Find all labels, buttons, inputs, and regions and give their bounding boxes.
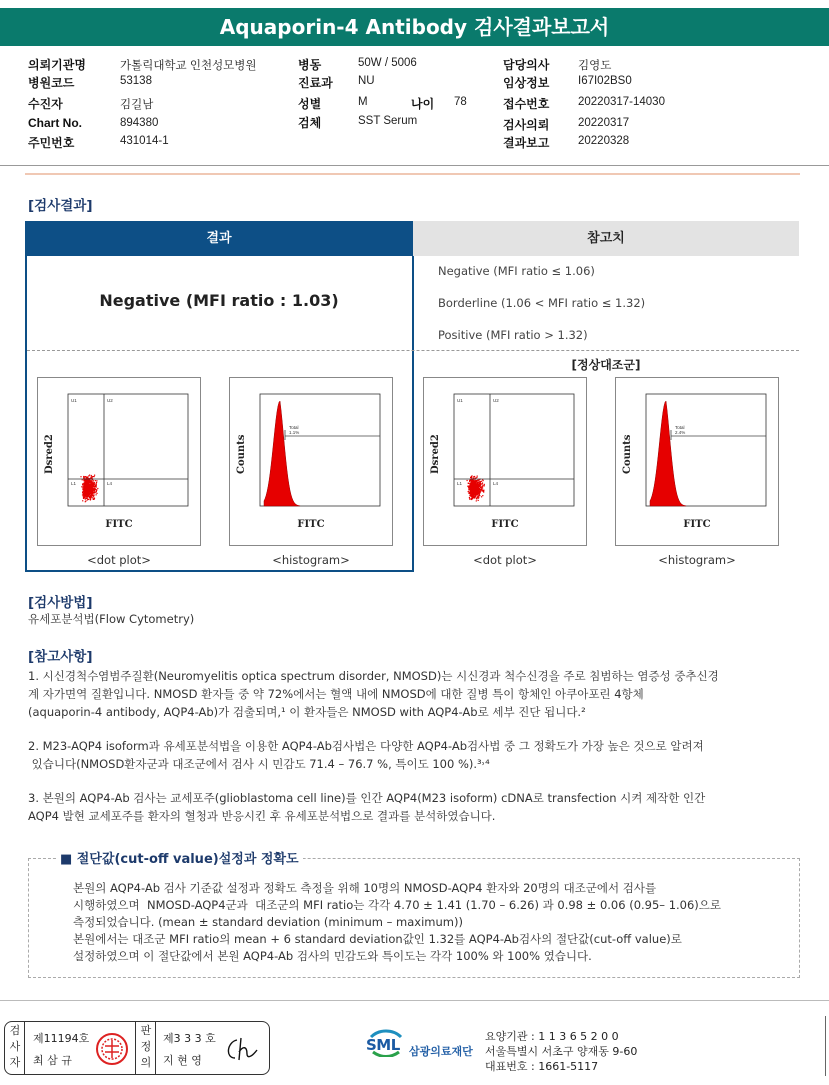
dot-event bbox=[89, 497, 90, 498]
plot-caption: <dot plot> bbox=[473, 553, 537, 567]
footer-divider bbox=[0, 1000, 829, 1001]
dot-event bbox=[94, 476, 95, 477]
header-value: I67I02BS0 bbox=[578, 75, 632, 87]
dot-event bbox=[481, 488, 482, 489]
y-axis-label: Dsred2 bbox=[44, 434, 55, 474]
header-value: 김길남 bbox=[120, 99, 154, 111]
dot-event bbox=[477, 489, 478, 490]
signature-scribble-icon bbox=[223, 1034, 263, 1064]
dot-event bbox=[480, 483, 481, 484]
dot-event bbox=[92, 492, 93, 493]
dot-event bbox=[84, 488, 85, 489]
dot-event bbox=[477, 492, 478, 493]
dot-event bbox=[470, 480, 471, 481]
dot-event bbox=[83, 484, 84, 485]
histogram-1 bbox=[229, 377, 393, 546]
dot-event bbox=[87, 493, 88, 494]
dot-event bbox=[90, 484, 91, 485]
dot-event bbox=[93, 483, 94, 484]
plot-caption: <histogram> bbox=[272, 553, 350, 567]
dot-event bbox=[481, 490, 482, 491]
dot-event bbox=[87, 489, 88, 490]
dot-event bbox=[476, 485, 477, 486]
dot-event bbox=[88, 499, 89, 500]
header-value: 20220317-14030 bbox=[578, 96, 665, 108]
dot-event bbox=[477, 482, 478, 483]
dot-event bbox=[91, 476, 92, 477]
dot-event bbox=[471, 475, 472, 476]
header-value: 20220317 bbox=[578, 117, 630, 129]
x-axis-label: FITC bbox=[297, 519, 325, 530]
header-value: 가톨릭대학교 인천성모병원 bbox=[120, 60, 257, 72]
note-line: 계 자가면역 질환입니다. NMOSD 환자들 중 약 72%에서는 혈액 내에 NMOSD에 대한 질병 특이 항체인 아쿠아포린 4항체 bbox=[28, 687, 644, 701]
dot-event bbox=[482, 490, 483, 491]
y-axis-label: Counts bbox=[622, 434, 633, 474]
dot-event bbox=[91, 480, 92, 481]
quadrant-label: U1 bbox=[457, 398, 463, 403]
dot-event bbox=[469, 499, 470, 500]
dot-event bbox=[470, 493, 471, 494]
dot-event bbox=[96, 494, 97, 495]
dot-event bbox=[477, 476, 478, 477]
dot-event bbox=[93, 499, 94, 500]
dot-event bbox=[470, 488, 471, 489]
header-label: 의뢰기관명 bbox=[28, 58, 86, 72]
dot-event bbox=[475, 482, 476, 483]
quadrant-label: L1 bbox=[457, 481, 463, 486]
header-label: 접수번호 bbox=[503, 97, 550, 111]
table-dash-divider bbox=[27, 350, 799, 351]
plot-caption: <histogram> bbox=[658, 553, 736, 567]
dot-event bbox=[94, 475, 95, 476]
dot-event bbox=[473, 489, 474, 490]
dot-event bbox=[472, 480, 473, 481]
dot-event bbox=[87, 496, 88, 497]
y-axis-label: Dsred2 bbox=[430, 434, 441, 474]
cutoff-line: 시행하였으며 NMOSD-AQP4군과 대조군의 MFI ratio는 각각 4.70 ± 1.41 (1.70 – 6.26) 과 0.98 ± 0.06 (0.95– 1.06)으로 bbox=[73, 898, 722, 912]
cutoff-heading: ■ 절단값(cut-off value)설정과 정확도 bbox=[56, 848, 303, 867]
dot-event bbox=[480, 482, 481, 483]
histogram-peak bbox=[264, 401, 300, 506]
reference-positive: Positive (MFI ratio > 1.32) bbox=[438, 328, 588, 342]
dot-event bbox=[91, 475, 92, 476]
dot-event bbox=[479, 486, 480, 487]
dot-event bbox=[482, 483, 483, 484]
dot-event bbox=[95, 480, 96, 481]
dot-event bbox=[84, 480, 85, 481]
header-label: 진료과 bbox=[298, 76, 333, 90]
dot-event bbox=[89, 475, 90, 476]
sig2-label: 판정의 bbox=[140, 1024, 152, 1069]
dot-event bbox=[473, 493, 474, 494]
dot-event bbox=[90, 496, 91, 497]
header-label: 결과보고 bbox=[503, 136, 550, 150]
dot-event bbox=[470, 486, 471, 487]
dot-event bbox=[88, 480, 89, 481]
dot-event bbox=[468, 483, 469, 484]
dot-event bbox=[83, 498, 84, 499]
org-code: 요양기관 : 1 1 3 6 5 2 0 0 bbox=[485, 1030, 619, 1043]
dot-event bbox=[86, 489, 87, 490]
header-value: 431014-1 bbox=[120, 135, 169, 147]
notes-heading: [참고사항] bbox=[28, 649, 93, 665]
dot-event bbox=[86, 477, 87, 478]
dot-event bbox=[85, 493, 86, 494]
dot-event bbox=[94, 486, 95, 487]
dot-event bbox=[93, 480, 94, 481]
dot-event bbox=[482, 486, 483, 487]
note-line: 있습니다(NMOSD환자군과 대조군에서 검사 시 민감도 71.4 – 76.7 %, 특이도 100 %).³˒⁴ bbox=[28, 757, 490, 771]
dot-event bbox=[482, 495, 483, 496]
dot-event bbox=[470, 494, 471, 495]
dot-event bbox=[471, 495, 472, 496]
dot-event bbox=[476, 493, 477, 494]
dot-event bbox=[474, 481, 475, 482]
result-heading: [검사결과] bbox=[28, 198, 93, 214]
dot-event bbox=[471, 492, 472, 493]
quadrant-label: L4 bbox=[107, 481, 113, 486]
dot-event bbox=[92, 495, 93, 496]
dot-event bbox=[85, 501, 86, 502]
dot-event bbox=[96, 480, 97, 481]
dot-event bbox=[471, 498, 472, 499]
result-value: Negative (MFI ratio : 1.03) bbox=[99, 291, 339, 310]
sig1-label: 검사자 bbox=[9, 1024, 21, 1069]
dot-event bbox=[83, 476, 84, 477]
cutoff-box bbox=[28, 858, 800, 978]
dot-event bbox=[84, 496, 85, 497]
dot-event bbox=[481, 481, 482, 482]
dot-event bbox=[471, 481, 472, 482]
x-axis-label: FITC bbox=[683, 519, 711, 530]
quadrant-label: U1 bbox=[71, 398, 77, 403]
header-value: 50W / 5006 bbox=[358, 57, 417, 69]
dot-event bbox=[476, 500, 477, 501]
dot-event bbox=[93, 492, 94, 493]
note-line: AQP4 발현 교세포주를 환자의 혈청과 반응시킨 후 유세포분석법으로 결과를 분석하였습니다. bbox=[28, 809, 496, 823]
header-value: M bbox=[358, 96, 368, 108]
dot-event bbox=[90, 499, 91, 500]
dot-event bbox=[475, 481, 476, 482]
header-value: 53138 bbox=[120, 75, 152, 87]
dot-event bbox=[88, 496, 89, 497]
dot-event bbox=[477, 491, 478, 492]
dot-event bbox=[467, 480, 468, 481]
header-label: 병동 bbox=[298, 58, 322, 72]
dot-event bbox=[86, 498, 87, 499]
dot-event bbox=[93, 497, 94, 498]
header-label: 임상정보 bbox=[503, 76, 550, 90]
dot-event bbox=[478, 497, 479, 498]
dot-event bbox=[97, 488, 98, 489]
header-value: SST Serum bbox=[358, 115, 418, 127]
dot-event bbox=[83, 495, 84, 496]
dot-event bbox=[86, 487, 87, 488]
age-label: 나이 bbox=[411, 97, 435, 111]
gate-label: Total bbox=[289, 425, 299, 430]
dot-event bbox=[473, 476, 474, 477]
dot-event bbox=[468, 486, 469, 487]
header-value: 김영도 bbox=[578, 60, 612, 72]
dot-event bbox=[475, 484, 476, 485]
result-header: 결과 bbox=[25, 221, 413, 256]
reference-borderline: Borderline (1.06 < MFI ratio ≤ 1.32) bbox=[438, 296, 646, 310]
sml-logo-text: SML bbox=[366, 1036, 400, 1054]
y-axis-label: Counts bbox=[236, 434, 247, 474]
dot-event bbox=[83, 490, 84, 491]
cutoff-line: 본원의 AQP4-Ab 검사 기준값 설정과 정확도 측정을 위해 10명의 NMOSD-AQP4 환자와 20명의 대조군에서 검사를 bbox=[73, 881, 657, 895]
dot-event bbox=[85, 483, 86, 484]
dot-plot-0 bbox=[37, 377, 201, 546]
dot-event bbox=[90, 488, 91, 489]
note-line: 3. 본원의 AQP4-Ab 검사는 교세포주(glioblastoma cell line)를 인간 AQP4(M23 isoform) cDNA로 transfection 시켜 제작한 인간 bbox=[28, 791, 706, 805]
org-address: 서울특별시 서초구 양재동 9-60 bbox=[485, 1045, 638, 1058]
x-axis-label: FITC bbox=[491, 519, 519, 530]
dot-event bbox=[484, 485, 485, 486]
cutoff-line: 측정되었습니다. (mean ± standard deviation (minimum – maximum)) bbox=[73, 915, 463, 929]
dot-event bbox=[471, 483, 472, 484]
sig-sep-1 bbox=[24, 1022, 25, 1074]
age-value: 78 bbox=[454, 96, 467, 108]
cutoff-line: 본원에서는 대조군 MFI ratio의 mean + 6 standard deviation값인 1.32를 AQP4-Ab검사의 절단값(cut-off value)로 bbox=[73, 932, 682, 946]
quadrant-label: U2 bbox=[493, 398, 499, 403]
dot-event bbox=[483, 491, 484, 492]
method-text: 유세포분석법(Flow Cytometry) bbox=[28, 612, 195, 626]
dot-event bbox=[89, 491, 90, 492]
dot-event bbox=[475, 495, 476, 496]
header-value: 894380 bbox=[120, 117, 159, 129]
dot-event bbox=[96, 484, 97, 485]
gate-percent: 1.1% bbox=[289, 430, 300, 435]
accent-divider bbox=[25, 173, 800, 175]
dot-event bbox=[473, 497, 474, 498]
header-label: 병원코드 bbox=[28, 76, 75, 90]
right-edge-rule bbox=[825, 1016, 826, 1076]
control-label: [정상대조군] bbox=[571, 358, 641, 372]
dot-event bbox=[470, 484, 471, 485]
dot-event bbox=[90, 494, 91, 495]
dot-event bbox=[472, 483, 473, 484]
header-value: 20220328 bbox=[578, 135, 630, 147]
header-divider bbox=[0, 165, 829, 166]
sig2-name: 지 현 영 bbox=[163, 1054, 202, 1067]
dot-event bbox=[471, 486, 472, 487]
dot-event bbox=[87, 499, 88, 500]
header-label: 수진자 bbox=[28, 97, 63, 111]
report-title: Aquaporin-4 Antibody 검사결과보고서 bbox=[0, 8, 829, 46]
dot-event bbox=[93, 488, 94, 489]
dot-event bbox=[83, 493, 84, 494]
org-phone: 대표번호 : 1661-5117 bbox=[485, 1060, 599, 1073]
sig2-number: 제3 3 3 호 bbox=[163, 1032, 216, 1045]
quadrant-label: L4 bbox=[493, 481, 499, 486]
dot-event bbox=[88, 487, 89, 488]
dot-event bbox=[95, 486, 96, 487]
dot-event bbox=[476, 487, 477, 488]
dot-event bbox=[482, 485, 483, 486]
dot-event bbox=[473, 491, 474, 492]
dot-event bbox=[480, 487, 481, 488]
dot-event bbox=[82, 500, 83, 501]
dot-event bbox=[84, 487, 85, 488]
dot-event bbox=[469, 497, 470, 498]
quadrant-label: L1 bbox=[71, 481, 77, 486]
org-name: 삼광의료재단 bbox=[409, 1045, 473, 1058]
header-label: 성별 bbox=[298, 97, 322, 111]
dot-event bbox=[94, 491, 95, 492]
dot-event bbox=[88, 482, 89, 483]
gate-percent: 2.4% bbox=[675, 430, 686, 435]
reference-header: 참고치 bbox=[413, 221, 799, 256]
dot-event bbox=[484, 484, 485, 485]
dot-event bbox=[477, 480, 478, 481]
sig1-name: 최 삼 규 bbox=[33, 1054, 72, 1067]
header-label: 주민번호 bbox=[28, 136, 75, 150]
dot-event bbox=[80, 476, 81, 477]
dot-event bbox=[468, 487, 469, 488]
signature-box bbox=[4, 1021, 270, 1075]
dot-plot-2 bbox=[423, 377, 587, 546]
dot-event bbox=[82, 492, 83, 493]
reference-negative: Negative (MFI ratio ≤ 1.06) bbox=[438, 264, 595, 278]
dot-event bbox=[87, 492, 88, 493]
dot-event bbox=[473, 486, 474, 487]
dot-event bbox=[474, 493, 475, 494]
dot-event bbox=[94, 495, 95, 496]
x-axis-label: FITC bbox=[105, 519, 133, 530]
gate-label: Total bbox=[675, 425, 685, 430]
note-line: 2. M23-AQP4 isoform과 유세포분석법을 이용한 AQP4-Ab검사법은 다양한 AQP4-Ab검사법 중 그 정확도가 가장 높은 것으로 알려져 bbox=[28, 739, 704, 753]
header-label: 담당의사 bbox=[503, 58, 550, 72]
seal-stamp-icon bbox=[95, 1032, 129, 1066]
cutoff-line: 설정하였으며 이 절단값에서 본원 AQP4-Ab 검사의 민감도와 특이도는 각각 100% 와 100% 였습니다. bbox=[73, 949, 592, 963]
dot-event bbox=[92, 489, 93, 490]
dot-event bbox=[96, 493, 97, 494]
dot-event bbox=[92, 486, 93, 487]
dot-event bbox=[478, 500, 479, 501]
plot-caption: <dot plot> bbox=[87, 553, 151, 567]
quadrant-label: U2 bbox=[107, 398, 113, 403]
method-heading: [검사방법] bbox=[28, 595, 93, 611]
header-info bbox=[0, 50, 829, 165]
dot-event bbox=[88, 484, 89, 485]
dot-event bbox=[471, 477, 472, 478]
dot-event bbox=[94, 489, 95, 490]
dot-event bbox=[479, 495, 480, 496]
histogram-peak bbox=[650, 401, 686, 506]
dot-event bbox=[81, 486, 82, 487]
dot-event bbox=[96, 489, 97, 490]
dot-event bbox=[86, 484, 87, 485]
header-label: Chart No. bbox=[28, 116, 82, 130]
header-value: NU bbox=[358, 75, 375, 87]
sig-sep-2 bbox=[135, 1022, 136, 1074]
dot-event bbox=[476, 498, 477, 499]
note-line: (aquaporin-4 antibody, AQP4-Ab)가 검출되며,¹ 이 환자들은 NMOSD with AQP4-Ab로 세부 진단 됩니다.² bbox=[28, 705, 586, 719]
dot-event bbox=[84, 497, 85, 498]
dot-event bbox=[90, 482, 91, 483]
dot-event bbox=[95, 491, 96, 492]
header-label: 검사의뢰 bbox=[503, 118, 550, 132]
sig-sep-3 bbox=[155, 1022, 156, 1074]
sig1-number: 제11194호 bbox=[33, 1032, 90, 1045]
note-line: 1. 시신경척수염범주질환(Neuromyelitis optica spectrum disorder, NMOSD)는 시신경과 척수신경을 주로 침범하는 염증성 중추신경 bbox=[28, 669, 719, 683]
dot-event bbox=[481, 496, 482, 497]
dot-event bbox=[89, 486, 90, 487]
dot-event bbox=[474, 491, 475, 492]
histogram-3 bbox=[615, 377, 779, 546]
header-label: 검체 bbox=[298, 116, 322, 130]
